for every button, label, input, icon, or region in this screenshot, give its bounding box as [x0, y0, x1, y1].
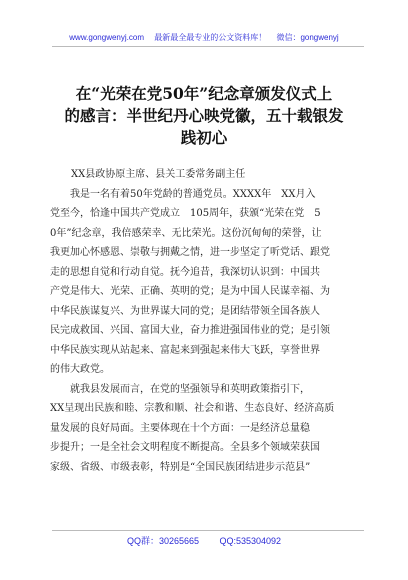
title-line-3: 践初心 — [180, 128, 228, 147]
page-footer — [0, 534, 408, 547]
body-line: 家级、省级、市级表彰，特别是“全国民族团结进步示范县” — [50, 461, 311, 473]
footer-qq-group: QQ群：30265665 — [126, 536, 199, 546]
page-header — [0, 32, 408, 43]
header-site-link[interactable]: www.gongwenyj.com — [69, 33, 144, 42]
header-divider — [52, 46, 364, 47]
title-line-1: 在“光荣在党50年”纪念章颁发仪式上 — [75, 84, 333, 103]
body-line: XX呈现出民族和睦、宗教和顺、社会和谐、生态良好、经济高质 — [50, 403, 335, 414]
footer-divider — [52, 530, 364, 531]
body-line: 的伟大政党。 — [50, 364, 110, 375]
footer-qq: QQ:535304092 — [219, 536, 282, 546]
body-line: 我更加心怀感恩、崇敬与拥戴之情，进一步坚定了听党话、跟党 — [50, 247, 330, 258]
body-line: 党至今，恰逢中国共产党成立 105周年，获颁“光荣在党 5 — [50, 208, 321, 219]
body-line: 中华民族实现从站起来、富起来到强起来伟大飞跃，享誉世界 — [50, 344, 320, 356]
title-line-2: 的感言：半世纪丹心映党徽，五十载银发 — [64, 106, 344, 125]
author-line: XX县政协原主席、县关工委常务副主任 — [71, 169, 246, 180]
body-line: 民完成救国、兴国、富国大业，奋力推进强国伟业的党；是引领 — [50, 325, 330, 336]
body-line: 走的思想自觉和行动自觉。抚今追昔，我深切认识到：中国共 — [50, 266, 320, 278]
body-line: 中华民族谋复兴、为世界谋大同的党；是团结带领全国各族人 — [50, 305, 320, 317]
body-line: 我是一名有着50年党龄的普通党员。XXXX年 XX月入 — [50, 188, 316, 200]
body-line: 量发展的良好局面。主要体现在十个方面：一是经济总量稳 — [50, 422, 310, 434]
document-body — [50, 165, 360, 477]
body-line: 产党是伟大、光荣、正确、英明的党；是为中国人民谋幸福、为 — [50, 286, 330, 297]
header-slogan: 最新最全最专业的公文资料库！ — [154, 33, 267, 42]
body-line: 0年”纪念章，我倍感荣幸、无比荣光。这份沉甸甸的荣誉，让 — [50, 227, 322, 239]
body-line: 步提升；一是全社会文明程度不断提高。全县多个领域荣获国 — [50, 442, 320, 453]
body-line: 就我县发展而言，在党的坚强领导和英明政策指引下， — [50, 383, 310, 395]
header-wechat: 微信：gongwenyj — [276, 33, 339, 42]
document-title — [48, 83, 360, 149]
